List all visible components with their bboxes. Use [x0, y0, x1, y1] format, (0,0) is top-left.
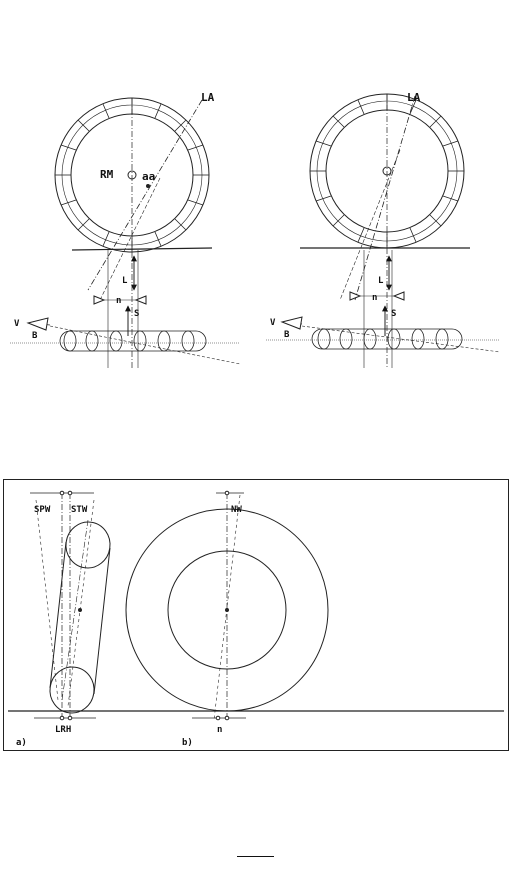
panel-a-label-lrh: LRH — [55, 725, 72, 735]
left-label-n: n — [116, 296, 122, 306]
top-figure — [0, 0, 512, 400]
left-ground-line — [72, 248, 212, 250]
left-steering-axis — [88, 100, 202, 290]
panel-a-label-spw: SPW — [34, 505, 51, 515]
left-top-view-wheel — [60, 331, 206, 351]
right-label-la: LA — [407, 91, 421, 104]
right-label-b: B — [284, 330, 290, 340]
panel-a-caption: a) — [16, 738, 27, 748]
left-label-rm: RM — [100, 168, 114, 181]
left-label-v: V — [14, 319, 20, 329]
left-label-l: L — [122, 276, 128, 286]
left-wheel-diagram — [10, 98, 240, 368]
panel-b-label-nw: NW — [231, 505, 242, 515]
right-label-v: V — [270, 318, 276, 328]
left-label-la: LA — [201, 91, 215, 104]
right-label-l: L — [378, 276, 384, 286]
left-label-s: S — [134, 309, 140, 319]
panel-a-label-stw: STW — [71, 505, 88, 515]
panel-b-label-n: n — [217, 725, 223, 735]
bottom-figure-frame — [3, 479, 509, 751]
right-wheel-diagram — [266, 94, 500, 368]
page-footer-rule — [237, 856, 274, 857]
left-label-b: B — [32, 331, 38, 341]
left-label-aa: aa — [142, 170, 156, 183]
panel-b-caption: b) — [182, 738, 193, 748]
right-label-s: S — [391, 309, 397, 319]
right-label-n: n — [372, 293, 378, 303]
